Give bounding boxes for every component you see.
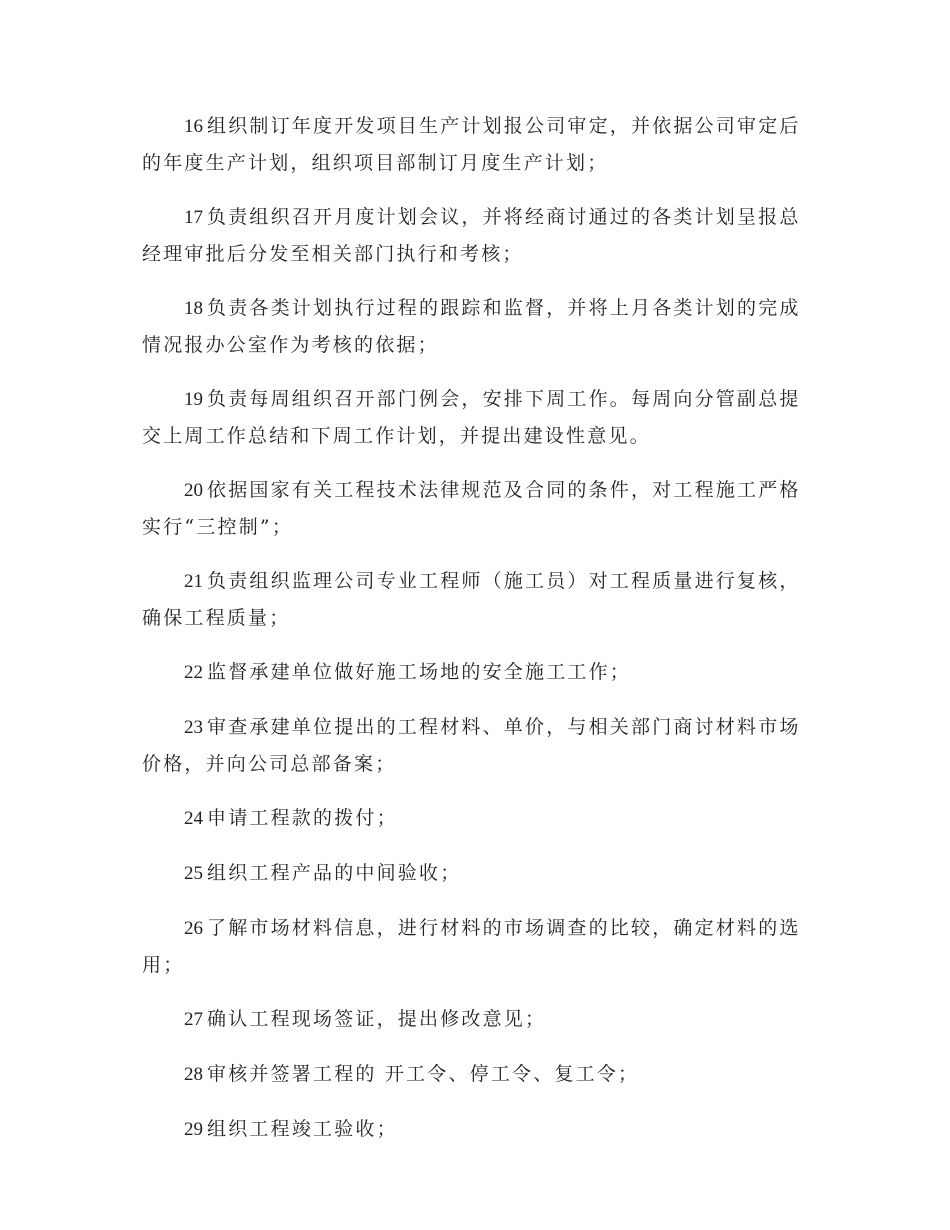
item-number: 28 xyxy=(184,1064,203,1085)
item-text: 组织工程竣工验收； xyxy=(207,1118,398,1140)
list-item xyxy=(142,1056,802,1093)
item-text: 申请工程款的拨付； xyxy=(207,807,398,829)
item-text: 负责组织召开月度计划会议，并将经商讨通过的各类计划呈报总经理审批后分发至相关部门执行和考核； xyxy=(142,206,801,265)
item-number: 17 xyxy=(184,207,203,228)
list-item xyxy=(142,855,802,892)
list-item xyxy=(142,381,802,454)
list-item xyxy=(142,910,802,983)
document-body xyxy=(142,108,802,1166)
item-text: 确认工程现场签证，提出修改意见； xyxy=(207,1008,547,1030)
item-number: 18 xyxy=(184,298,203,319)
item-text: 组织工程产品的中间验收； xyxy=(207,862,462,884)
list-item xyxy=(142,654,802,691)
item-text: 监督承建单位做好施工场地的安全施工工作； xyxy=(207,661,632,683)
item-text: 负责每周组织召开部门例会，安排下周工作。每周向分管副总提交上周工作总结和下周工作计划，并提出建设性意见。 xyxy=(142,388,801,447)
item-number: 20 xyxy=(184,480,203,501)
item-text: 组织制订年度开发项目生产计划报公司审定，并依据公司审定后的年度生产计划，组织项目部制订月度生产计划； xyxy=(142,115,801,174)
list-item xyxy=(142,290,802,363)
item-number: 24 xyxy=(184,808,203,829)
item-text: 依据国家有关工程技术法律规范及合同的条件，对工程施工严格实行“三控制”； xyxy=(142,479,801,538)
item-number: 22 xyxy=(184,662,203,683)
item-number: 23 xyxy=(184,717,203,738)
item-text: 审查承建单位提出的工程材料、单价，与相关部门商讨材料市场价格，并向公司总部备案； xyxy=(142,716,801,775)
list-item xyxy=(142,108,802,181)
list-item xyxy=(142,800,802,837)
list-item xyxy=(142,1111,802,1148)
list-item xyxy=(142,709,802,782)
item-text: 负责各类计划执行过程的跟踪和监督，并将上月各类计划的完成情况报办公室作为考核的依据； xyxy=(142,297,801,356)
item-number: 27 xyxy=(184,1009,203,1030)
item-text: 了解市场材料信息，进行材料的市场调查的比较，确定材料的选用； xyxy=(142,917,801,976)
item-number: 19 xyxy=(184,389,203,410)
item-number: 16 xyxy=(184,116,203,137)
item-number: 21 xyxy=(184,571,203,592)
item-number: 25 xyxy=(184,863,203,884)
item-text: 负责组织监理公司专业工程师（施工员）对工程质量进行复核，确保工程质量； xyxy=(142,570,801,629)
list-item xyxy=(142,1001,802,1038)
list-item xyxy=(142,563,802,636)
list-item xyxy=(142,199,802,272)
item-text: 审核并签署工程的 开工令、停工令、复工令； xyxy=(207,1063,640,1085)
item-number: 26 xyxy=(184,918,203,939)
item-number: 29 xyxy=(184,1119,203,1140)
list-item xyxy=(142,472,802,545)
